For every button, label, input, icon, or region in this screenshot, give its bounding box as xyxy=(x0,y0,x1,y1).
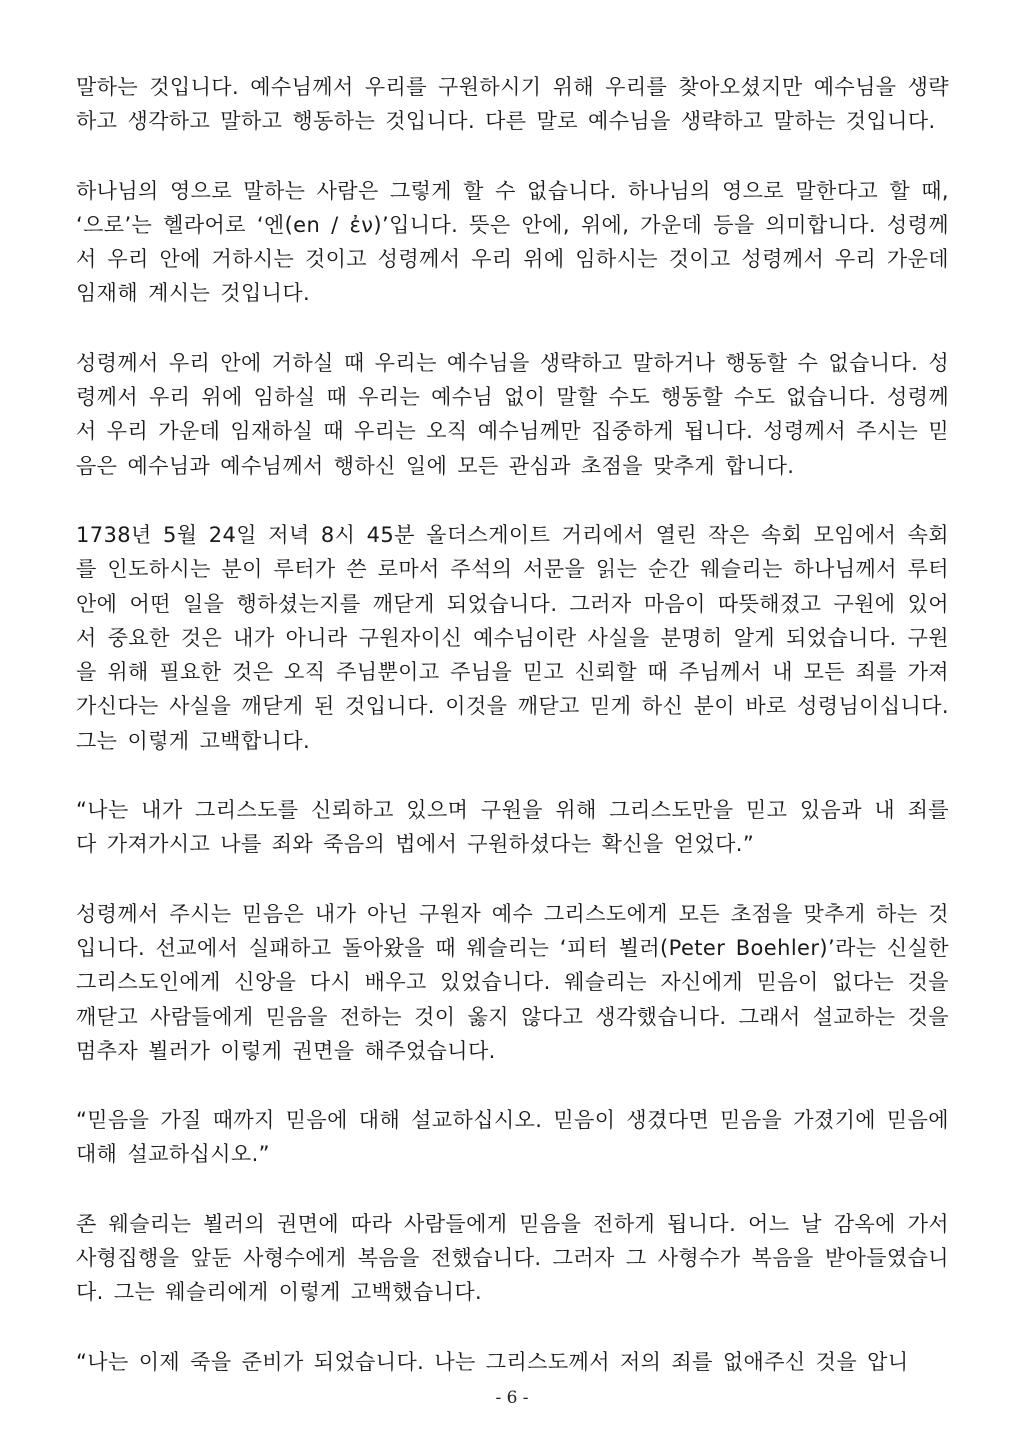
quote-paragraph-1: “나는 내가 그리스도를 신뢰하고 있으며 구원을 위해 그리스도만을 믿고 있음과 내 죄를 다 가져가시고 나를 죄와 죽음의 법에서 구원하셨다는 확신을 얻었다.” xyxy=(76,798,949,857)
quote-paragraph-2: “믿음을 가질 때까지 믿음에 대해 설교하십시오. 믿음이 생겼다면 믿음을 가졌기에 믿음에 대해 설교하십시오.” xyxy=(76,1108,949,1167)
paragraph-5: 성령께서 주시는 믿음은 내가 아닌 구원자 예수 그리스도에게 모든 초점을 맞추게 하는 것입니다. 선교에서 실패하고 돌아왔을 때 웨슬리는 ‘피터 뵐러(Peter Boehler)’라는 신실한 그리스도인에게 신앙을 다시 배우고 있었습니다. 웨슬리는 자신에게 믿음이 없다는 것을 깨닫고 사람들에게 믿음을 전하는 것이 옳지 않다고 생각했습니다. 그래서 설교하는 것을 멈추자 뵐러가 이렇게 권면을 해주었습니다. xyxy=(76,901,949,1063)
quote-paragraph-3: “나는 이제 죽을 준비가 되었습니다. 나는 그리스도께서 저의 죄를 없애주신 것을 압니 xyxy=(76,1349,909,1374)
paragraph-2: 하나님의 영으로 말하는 사람은 그렇게 할 수 없습니다. 하나님의 영으로 말한다고 할 때, ‘으로’는 헬라어로 ‘엔(en / ἐν)’입니다. 뜻은 안에, 위에, 가운데 등을 의미합니다. 성령께서 우리 안에 거하시는 것이고 성령께서 우리 위에 임하시는 것이고 성령께서 우리 가운데 임재해 계시는 것입니다. xyxy=(76,178,949,306)
page-number: - 6 - xyxy=(495,1388,529,1408)
paragraph-3: 성령께서 우리 안에 거하실 때 우리는 예수님을 생략하고 말하거나 행동할 수 없습니다. 성령께서 우리 위에 임하실 때 우리는 예수님 없이 말할 수도 행동할 수도 없습니다. 성령께서 우리 가운데 임재하실 때 우리는 오직 예수님께만 집중하게 됩니다. 성령께서 주시는 믿음은 예수님과 예수님께서 행하신 일에 모든 관심과 초점을 맞추게 합니다. xyxy=(76,350,949,478)
document-body xyxy=(76,70,949,1379)
paragraph-4: 1738년 5월 24일 저녁 8시 45분 올더스게이트 거리에서 열린 작은 속회 모임에서 속회를 인도하시는 분이 루터가 쓴 로마서 주석의 서문을 읽는 순간 웨슬리는 하나님께서 루터 안에 어떤 일을 행하셨는지를 깨닫게 되었습니다. 그러자 마음이 따뜻해졌고 구원에 있어서 중요한 것은 내가 아니라 구원자이신 예수님이란 사실을 분명히 알게 되었습니다. 구원을 위해 필요한 것은 오직 주님뿐이고 주님을 믿고 신뢰할 때 주님께서 내 모든 죄를 가져가신다는 사실을 깨닫게 된 것입니다. 이것을 깨닫고 믿게 하신 분이 바로 성령님이십니다. 그는 이렇게 고백합니다. xyxy=(76,522,949,753)
paragraph-1: 말하는 것입니다. 예수님께서 우리를 구원하시기 위해 우리를 찾아오셨지만 예수님을 생략하고 생각하고 말하고 행동하는 것입니다. 다른 말로 예수님을 생략하고 말하는 것입니다. xyxy=(76,75,949,134)
paragraph-6: 존 웨슬리는 뵐러의 권면에 따라 사람들에게 믿음을 전하게 됩니다. 어느 날 감옥에 가서 사형집행을 앞둔 사형수에게 복음을 전했습니다. 그러자 그 사형수가 복음을 받아들였습니다. 그는 웨슬리에게 이렇게 고백했습니다. xyxy=(76,1211,949,1305)
